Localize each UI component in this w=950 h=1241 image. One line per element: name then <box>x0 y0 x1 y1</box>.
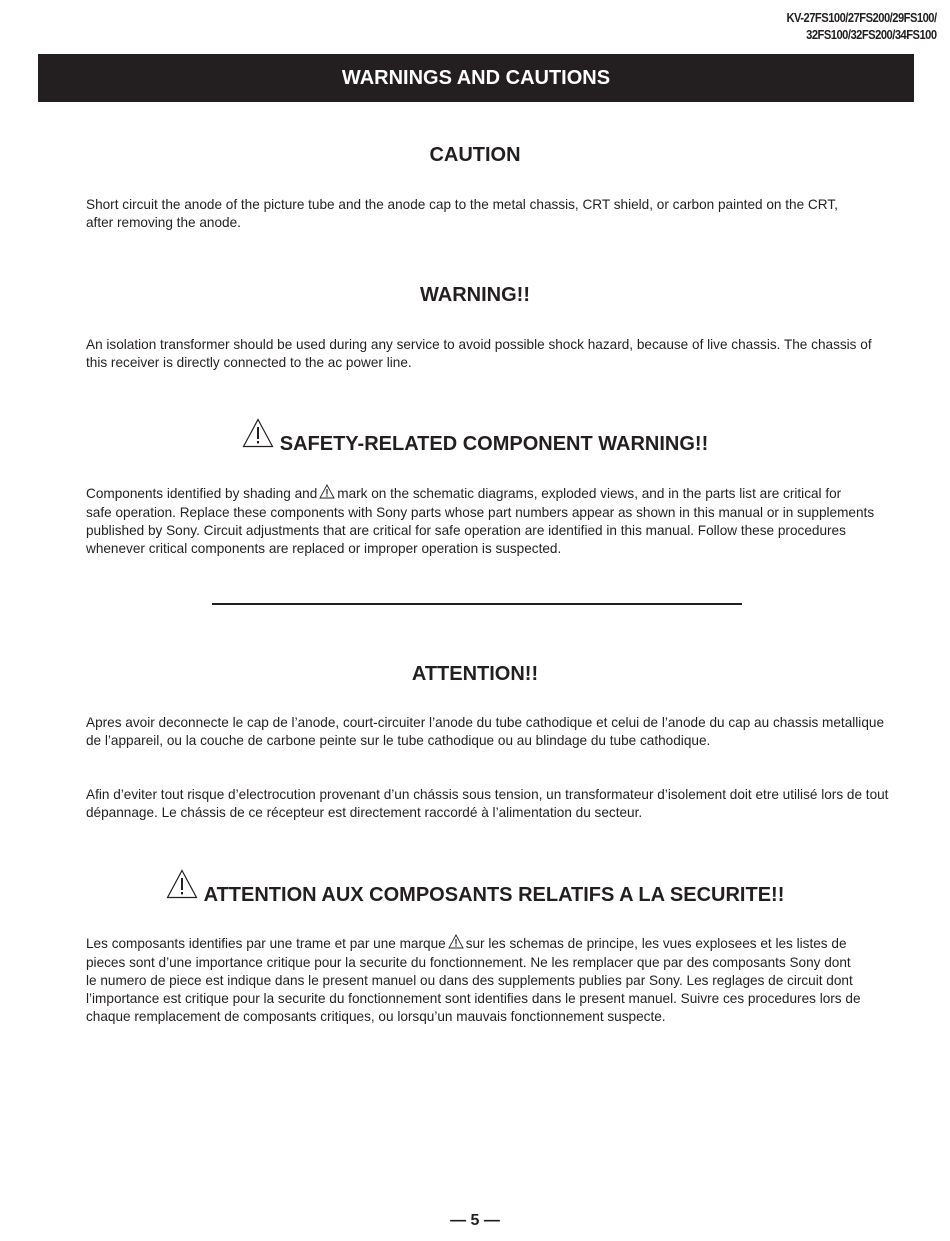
safety-line-start: Components identified by shading and <box>86 486 318 501</box>
section-divider <box>212 603 742 605</box>
banner-title: WARNINGS AND CAUTIONS <box>341 66 611 89</box>
warning-triangle-icon <box>242 418 274 454</box>
warning-paragraph <box>86 336 876 372</box>
warning-line: this receiver is directly connected to the ac power line. <box>86 355 412 370</box>
model-line-1: KV-27FS100/27FS200/29FS100/ <box>786 10 937 25</box>
warning-triangle-icon <box>319 484 335 504</box>
warning-line: An isolation transformer should be used during any service to avoid possible shock hazard, because of live chassis. The chassis of <box>86 337 872 352</box>
caution-line: after removing the anode. <box>86 215 241 230</box>
attention-heading <box>0 662 950 686</box>
attention-components-line-end: sur les schemas de principe, les vues explosees et les listes de <box>465 936 847 951</box>
safety-warning-line: published by Sony. Circuit adjustments that are critical for safe operation are identified in this manual. Follow these procedures <box>86 523 846 538</box>
model-number-header <box>787 9 937 43</box>
attention-components-heading <box>0 871 950 907</box>
attention-components-line: l’importance est critique pour la securite du fonctionnement sont identifies dans le present manuel. Suivre ces procedures lors de <box>86 991 861 1006</box>
safety-warning-line: whenever critical components are replaced or improper operation is suspected. <box>86 541 562 556</box>
caution-heading-text: CAUTION <box>429 144 521 166</box>
attention-line: dépannage. Le chássis de ce récepteur est directement raccordé à l’alimentation du secteur. <box>86 805 643 820</box>
warning-triangle-icon <box>166 869 198 905</box>
caution-line: Short circuit the anode of the picture tube and the anode cap to the metal chassis, CRT shield, or carbon painted on the CRT, <box>86 197 838 212</box>
attention-components-line: chaque remplacement de composants critiques, ou lorsqu’un mauvais fonctionnement suspecte. <box>86 1009 666 1024</box>
attention-components-paragraph <box>86 934 876 1026</box>
caution-paragraph <box>86 196 876 232</box>
attention-heading-text: ATTENTION!! <box>411 663 539 685</box>
safety-warning-heading <box>0 420 950 456</box>
safety-warning-paragraph <box>86 484 876 558</box>
safety-line-end: mark on the schematic diagrams, exploded views, and in the parts list are critical for <box>337 486 842 501</box>
attention-line: de l’appareil, ou la couche de carbone peinte sur le tube cathodique ou au blindage du tube cathodique. <box>86 733 711 748</box>
section-banner <box>38 54 914 102</box>
safety-warning-heading-text: SAFETY-RELATED COMPONENT WARNING!! <box>279 433 709 455</box>
safety-warning-line: safe operation. Replace these components with Sony parts whose part numbers appear as shown in this manual or in supplements <box>86 505 875 520</box>
safety-warning-line <box>86 484 876 504</box>
attention-components-line-start: Les composants identifies par une trame et par une marque <box>86 936 446 951</box>
attention-line: Apres avoir deconnecte le cap de l’anode, court-circuiter l’anode du tube cathodique et celui de l’anode du cap au chassis metallique <box>86 715 885 730</box>
warning-triangle-icon <box>448 934 464 954</box>
page-number: — 5 — <box>450 1212 500 1229</box>
attention-paragraph-1 <box>86 714 885 750</box>
model-line-2: 32FS100/32FS200/34FS100 <box>806 27 937 42</box>
attention-components-heading-text: ATTENTION AUX COMPOSANTS RELATIFS A LA SECURITE!! <box>203 884 785 906</box>
caution-heading <box>0 143 950 167</box>
attention-paragraph-2 <box>86 786 889 822</box>
attention-line: Afin d’eviter tout risque d’electrocution provenant d’un chássis sous tension, un transformateur d’isolement doit etre utilisé lors de tout <box>86 787 889 802</box>
warning-heading <box>0 283 950 307</box>
warning-heading-text: WARNING!! <box>420 284 530 306</box>
attention-components-line: pieces sont d’une importance critique pour la securite du fonctionnement. Ne les remplacer que par des composants Sony dont <box>86 955 851 970</box>
attention-components-line <box>86 934 876 954</box>
attention-components-line: le numero de piece est indique dans le present manuel ou dans des supplements publies par Sony. Les reglages de circuit dont <box>86 973 853 988</box>
